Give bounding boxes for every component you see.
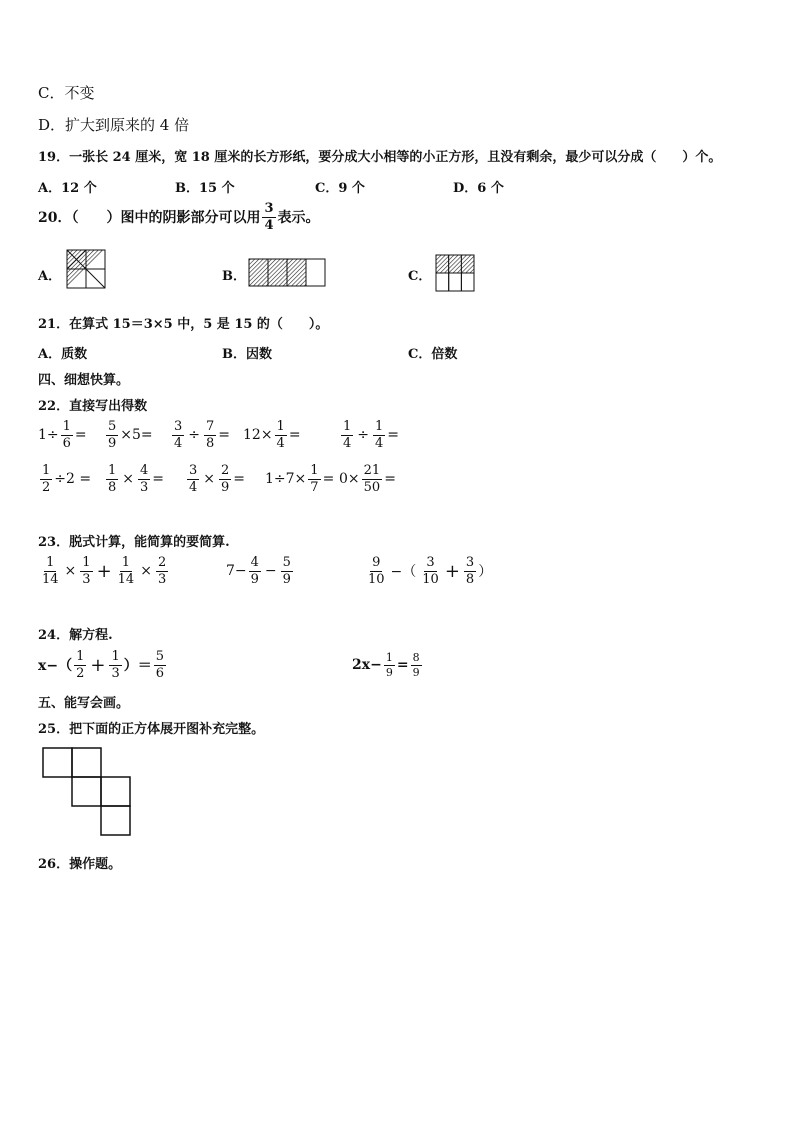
- q22-expr-5-den-2: 4: [375, 435, 384, 451]
- q23-expr-1: [38, 556, 170, 586]
- q24-equation-1: [38, 650, 168, 680]
- q19-option-b: B．15 个: [175, 181, 235, 196]
- q22-expr-5: [339, 420, 399, 450]
- q21-option-c: C．倍数: [408, 347, 458, 362]
- q23-expr-3-frac-3: [464, 556, 476, 586]
- cube-net-square-2: [72, 748, 101, 777]
- section-5-heading: 五、能写会画。: [38, 696, 130, 711]
- q23-expr-1-frac-1: [40, 556, 61, 586]
- q24-equation-1-frac-2: [109, 650, 121, 680]
- q19-option-d: D．6 个: [453, 181, 504, 196]
- q22-expr-9-lead: 1÷7×: [265, 471, 307, 488]
- q22-expr-8-frac-2: [219, 464, 231, 494]
- q23-expr-1-frac-3: [116, 556, 137, 586]
- q23-expr-3-num-2: 3: [426, 555, 435, 570]
- q23-expr-1-op-3: ×: [140, 563, 152, 580]
- q22-expr-7-op: ×: [122, 471, 135, 488]
- q23-expr-2-den-1: 9: [250, 571, 259, 587]
- q23-expr-2-frac-2: [281, 556, 293, 586]
- q22-expr-4-lead: 12×: [243, 427, 273, 444]
- option-c-prev: C．不变: [38, 84, 95, 102]
- q22-expr-8: [185, 464, 245, 494]
- q23-expr-1-num-3: 1: [121, 555, 131, 570]
- q22-expr-4-num: 1: [276, 419, 285, 434]
- q22-expr-7-num-2: 4: [140, 463, 149, 478]
- option-d-prev: D．扩大到原来的 4 倍: [38, 116, 190, 134]
- q22-expr-3-den-2: 8: [206, 435, 215, 451]
- q23-expr-3-num-1: 9: [372, 555, 381, 570]
- q23-expr-3-num-3: 3: [465, 555, 475, 570]
- q23-expr-2-num-1: 4: [250, 555, 259, 570]
- q22-expr-10: [339, 464, 396, 494]
- q23-expr-1-num-1: 1: [46, 555, 55, 570]
- q22-expr-3-tail: =: [218, 427, 231, 444]
- q20-option-c: C．: [408, 269, 432, 284]
- q23-expr-3-close: ）: [478, 564, 493, 581]
- q23-expr-3: [364, 556, 492, 586]
- q22-expr-5-den-1: 4: [343, 435, 352, 451]
- q22-expr-3-den-1: 4: [174, 435, 183, 451]
- cube-net: [43, 748, 130, 835]
- q22-expr-7-den-2: 3: [140, 479, 149, 495]
- q22-expr-2-den: 9: [108, 435, 117, 451]
- q23-expr-3-frac-1: [366, 556, 387, 586]
- q22-expr-7-frac-2: [138, 464, 150, 494]
- q24-equation-1-mid: ）＝: [123, 658, 152, 675]
- figure-c-cell-2: [449, 255, 462, 273]
- q22-expr-5-tail: =: [387, 427, 400, 444]
- q22-expr-9-frac: [308, 464, 320, 494]
- q22-expr-4: [243, 420, 301, 450]
- q24-equation-1-num-2: 1: [111, 649, 120, 664]
- q23-expr-2: [226, 556, 295, 586]
- q22-expr-7-num-1: 1: [108, 463, 117, 478]
- q23-expr-3-den-2: 10: [422, 571, 439, 587]
- figure-c-cell-1: [436, 255, 449, 273]
- q22-expr-3-op: ÷: [188, 427, 201, 444]
- q24-equation-2-num-1: 1: [385, 651, 393, 664]
- q23-expr-1-den-2: 3: [82, 571, 91, 587]
- q22-expr-1-den: 6: [62, 435, 71, 451]
- question-26-title: 26．操作题。: [38, 857, 122, 872]
- q22-expr-8-num-1: 3: [189, 463, 198, 478]
- q22-expr-10-lead: 0×: [339, 471, 360, 488]
- cube-net-square-1: [43, 748, 72, 777]
- question-24-title: 24．解方程.: [38, 628, 113, 643]
- q23-expr-3-den-1: 10: [368, 571, 385, 587]
- q22-expr-8-op: ×: [203, 471, 216, 488]
- cube-net-square-3: [72, 777, 101, 806]
- q24-equation-1-lead: x−（: [38, 658, 73, 675]
- figure-c: [436, 255, 474, 291]
- q22-expr-7-frac-1: [106, 464, 118, 494]
- q22-expr-8-frac-1: [187, 464, 199, 494]
- q23-expr-2-lead: 7−: [226, 563, 247, 580]
- q23-expr-1-den-1: 14: [42, 571, 59, 587]
- q24-equation-1-op: +: [90, 654, 106, 676]
- q23-expr-1-op-2: +: [96, 560, 112, 582]
- q24-equation-1-den-1: 2: [76, 665, 85, 681]
- q22-expr-3-num-1: 3: [174, 419, 183, 434]
- q22-expr-7: [104, 464, 164, 494]
- figure-c-cell-4: [436, 273, 449, 291]
- q24-equation-2-frac-2: [411, 652, 422, 678]
- q22-expr-9-den: 7: [310, 479, 319, 495]
- question-19: 19．一张长 24 厘米，宽 18 厘米的长方形纸，要分成大小相等的小正方形，且没有剩余，最少可以分成（ ）个。: [38, 150, 722, 165]
- q22-expr-2-tail: ×5=: [120, 427, 153, 444]
- q24-equation-1-num-3: 5: [155, 649, 165, 664]
- question-25-title: 25．把下面的正方体展开图补充完整。: [38, 722, 265, 737]
- q23-expr-1-den-3: 14: [117, 571, 135, 587]
- figure-b-cell-3: [287, 259, 306, 286]
- q20-option-a: A．: [38, 269, 62, 284]
- q22-expr-8-den-1: 4: [189, 479, 198, 495]
- figure-c-cell-5: [449, 273, 462, 291]
- q22-expr-10-num: 21: [363, 463, 381, 478]
- q22-expr-1-frac: [61, 420, 73, 450]
- q20-prefix: 20．（ ）图中的阴影部分可以用: [38, 210, 261, 227]
- q22-expr-3-frac-2: [204, 420, 216, 450]
- q20-suffix: 表示。: [277, 210, 320, 227]
- q22-expr-2-num: 5: [108, 419, 117, 434]
- q23-expr-3-frac-2: [420, 556, 441, 586]
- question-23-title: 23．脱式计算，能简算的要简算.: [38, 535, 230, 550]
- q24-equation-2-den-2: 9: [412, 665, 420, 679]
- q22-expr-2: [104, 420, 153, 450]
- q24-equation-1-frac-1: [74, 650, 86, 680]
- q22-expr-5-num-2: 1: [375, 419, 384, 434]
- q22-expr-8-den-2: 9: [221, 479, 230, 495]
- q24-equation-2-lead: 2x−: [352, 657, 382, 674]
- q22-expr-1: [38, 420, 87, 450]
- q19-option-a: A．12 个: [38, 181, 97, 196]
- q23-expr-1-den-4: 3: [157, 571, 167, 587]
- q22-expr-6-den: 2: [42, 479, 51, 495]
- q22-expr-8-tail: =: [233, 471, 246, 488]
- question-22-title: 22．直接写出得数: [38, 399, 148, 414]
- q24-equation-1-den-3: 6: [155, 665, 165, 681]
- q22-expr-5-frac-2: [373, 420, 385, 450]
- q22-expr-1-lead: 1÷: [38, 427, 59, 444]
- q22-expr-10-tail: =: [384, 471, 396, 488]
- q20-option-b: B．: [222, 269, 246, 284]
- cube-net-square-5: [101, 806, 130, 835]
- q22-expr-3: [170, 420, 230, 450]
- q24-equation-2-eq: =: [396, 657, 409, 674]
- figure-b-cell-1: [249, 259, 268, 286]
- q24-equation-2-frac-1: [384, 652, 395, 678]
- q22-expr-4-tail: =: [288, 427, 301, 444]
- q23-expr-2-op: −: [264, 563, 277, 580]
- figure-b-cell-4: [306, 259, 325, 286]
- q22-expr-5-frac-1: [341, 420, 353, 450]
- q23-expr-2-den-2: 9: [282, 571, 291, 587]
- cube-net-square-4: [101, 777, 130, 806]
- figure-c-cell-3: [461, 255, 474, 273]
- q23-expr-1-op-1: ×: [64, 563, 77, 580]
- q22-expr-3-num-2: 7: [206, 419, 215, 434]
- q21-option-a: A．质数: [38, 347, 88, 362]
- q22-expr-9-num: 1: [310, 463, 319, 478]
- q22-expr-1-num: 1: [62, 419, 71, 434]
- q23-expr-2-num-2: 5: [282, 555, 291, 570]
- q22-expr-5-num-1: 1: [343, 419, 352, 434]
- q22-expr-6: [38, 464, 91, 494]
- q22-expr-6-num: 1: [42, 463, 51, 478]
- q23-expr-2-frac-1: [249, 556, 261, 586]
- q22-expr-9: [265, 464, 334, 494]
- q22-expr-8-num-2: 2: [221, 463, 230, 478]
- q20-fraction-den: 4: [264, 217, 274, 233]
- q23-expr-3-op-2: +: [444, 560, 460, 582]
- q22-expr-3-frac-1: [172, 420, 184, 450]
- q22-expr-10-frac: [362, 464, 383, 494]
- figure-b-cell-2: [268, 259, 287, 286]
- section-4-heading: 四、细想快算。: [38, 373, 130, 388]
- q22-expr-1-tail: =: [74, 427, 87, 444]
- figure-a: [67, 250, 105, 288]
- q24-equation-1-den-2: 3: [111, 665, 120, 681]
- q22-expr-10-den: 50: [363, 479, 381, 495]
- q24-equation-1-frac-3: [154, 650, 166, 680]
- q23-expr-1-num-4: 2: [157, 555, 167, 570]
- q22-expr-6-frac: [40, 464, 52, 494]
- q22-expr-4-den: 4: [276, 435, 285, 451]
- q22-expr-5-op: ÷: [357, 427, 370, 444]
- q22-expr-2-frac: [106, 420, 118, 450]
- q20-fraction-num: 3: [264, 201, 274, 216]
- q24-equation-1-num-1: 1: [76, 649, 85, 664]
- q23-expr-1-frac-2: [80, 556, 92, 586]
- q21-option-b: B．因数: [222, 347, 272, 362]
- q22-expr-4-frac: [275, 420, 287, 450]
- q23-expr-3-den-3: 8: [465, 571, 475, 587]
- figure-c-cell-6: [461, 273, 474, 291]
- figure-b: [249, 259, 325, 286]
- q24-equation-2: [352, 652, 424, 678]
- q19-option-c: C．9 个: [315, 181, 365, 196]
- q23-expr-1-num-2: 1: [82, 555, 91, 570]
- question-21: 21．在算式 15＝3×5 中，5 是 15 的（ ）。: [38, 317, 329, 332]
- q23-expr-3-op: −（: [390, 564, 417, 581]
- q22-expr-9-tail: =: [322, 471, 335, 488]
- q24-equation-2-num-2: 8: [412, 651, 420, 664]
- q24-equation-2-den-1: 9: [385, 665, 393, 679]
- q22-expr-7-tail: =: [152, 471, 165, 488]
- q22-expr-7-den-1: 8: [108, 479, 117, 495]
- q22-expr-6-tail: ÷2 =: [54, 471, 92, 488]
- q23-expr-1-frac-4: [156, 556, 168, 586]
